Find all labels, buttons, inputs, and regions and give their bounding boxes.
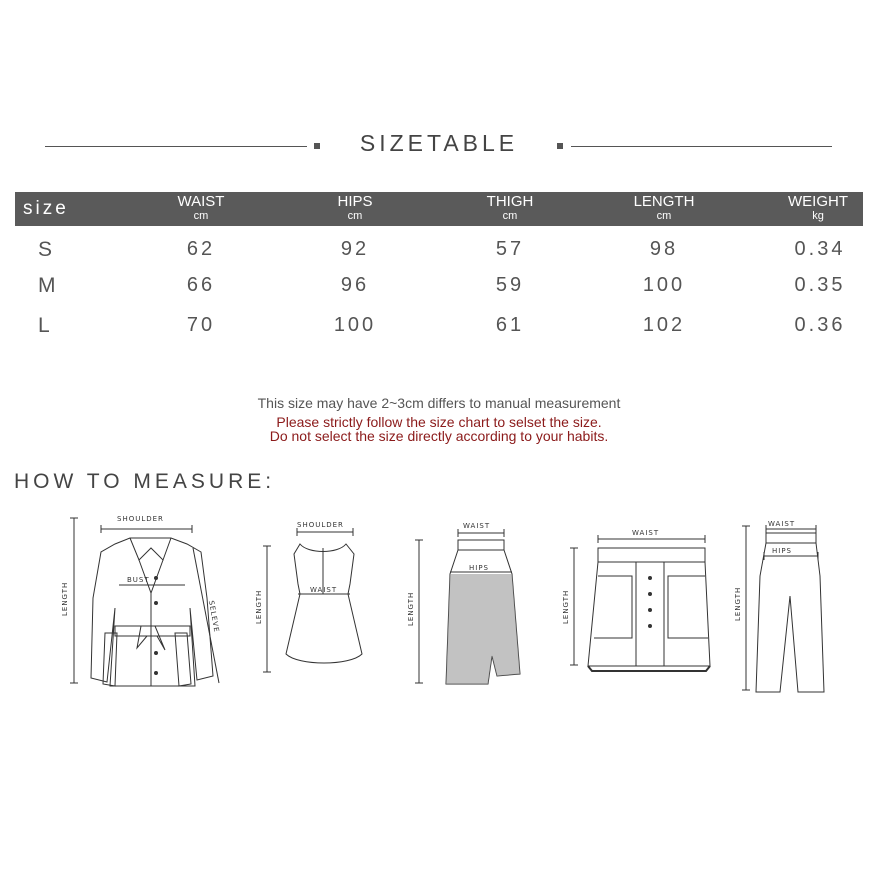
jacket-shoulder-label: SHOULDER xyxy=(117,515,164,523)
thigh-cell: 59 xyxy=(495,274,525,296)
table-row xyxy=(0,238,878,268)
length-cell: 98 xyxy=(649,238,679,260)
dress-illustration xyxy=(250,514,370,684)
skirt-illustration xyxy=(402,516,532,691)
weight-cell: 0.35 xyxy=(794,274,846,296)
size-warning-line2: Do not select the size directly according to your habits. xyxy=(269,428,609,444)
shorts-length-label: LENGTH xyxy=(562,589,570,624)
weight-cell: 0.36 xyxy=(794,314,846,336)
size-table-header xyxy=(15,192,863,226)
pants-illustration xyxy=(730,516,850,696)
shorts-waist-label: WAIST xyxy=(632,529,660,537)
waist-cell: 66 xyxy=(186,274,216,296)
dress-length-label: LENGTH xyxy=(255,589,263,624)
jacket-length-label: LENGTH xyxy=(61,581,69,616)
length-cell: 102 xyxy=(642,314,686,336)
waist-cell: 62 xyxy=(186,238,216,260)
skirt-hips-label: HIPS xyxy=(469,564,489,572)
skirt-waist-label: WAIST xyxy=(463,522,491,530)
weight-cell: 0.34 xyxy=(794,238,846,260)
jacket-bust-label: BUST xyxy=(127,576,150,584)
column-header-thigh: THIGH cm xyxy=(486,193,534,222)
title-rule-right xyxy=(571,146,832,147)
size-cell: M xyxy=(38,274,56,297)
column-header-weight: WEIGHT kg xyxy=(788,193,848,222)
jacket-sleeve-label: SELEVE xyxy=(207,599,221,634)
size-warning-line1: Please strictly follow the size chart to selset the size. xyxy=(276,414,602,430)
size-cell: S xyxy=(38,238,53,261)
hips-cell: 100 xyxy=(333,314,377,336)
how-to-measure-heading: HOW TO MEASURE: xyxy=(14,470,276,493)
column-header-hips: HIPS cm xyxy=(337,193,373,222)
size-column-header: size xyxy=(23,198,69,219)
measurement-note: This size may have 2~3cm differs to manual measurement xyxy=(257,395,621,411)
table-row xyxy=(0,274,878,304)
hips-cell: 96 xyxy=(340,274,370,296)
title-dot-right xyxy=(557,143,563,149)
pants-length-label: LENGTH xyxy=(734,586,742,621)
dress-shoulder-label: SHOULDER xyxy=(297,521,344,529)
column-header-length: LENGTH cm xyxy=(633,193,695,222)
thigh-cell: 57 xyxy=(495,238,525,260)
page-title: SIZETABLE xyxy=(359,130,519,156)
table-row xyxy=(0,314,878,344)
pants-hips-label: HIPS xyxy=(772,547,792,555)
dress-waist-label: WAIST xyxy=(310,586,338,594)
waist-cell: 70 xyxy=(186,314,216,336)
shorts-illustration xyxy=(560,526,720,676)
jacket-illustration xyxy=(55,508,235,693)
column-header-waist: WAIST cm xyxy=(177,193,225,222)
length-cell: 100 xyxy=(642,274,686,296)
hips-cell: 92 xyxy=(340,238,370,260)
skirt-length-label: LENGTH xyxy=(407,591,415,626)
size-cell: L xyxy=(38,314,50,337)
thigh-cell: 61 xyxy=(495,314,525,336)
pants-waist-label: WAIST xyxy=(768,520,796,528)
